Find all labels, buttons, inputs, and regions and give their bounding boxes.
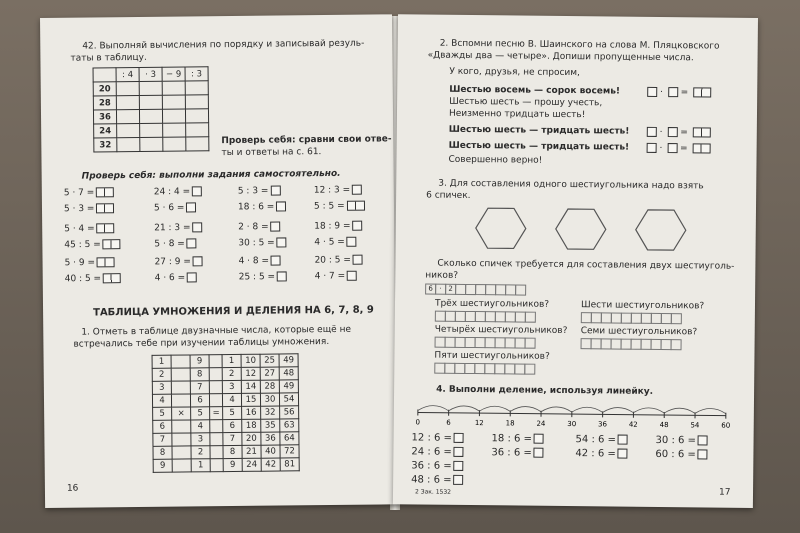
question-four: Четырёх шестиугольников? bbox=[434, 324, 568, 337]
table42-cell bbox=[139, 109, 162, 123]
page-number-left: 16 bbox=[66, 483, 79, 494]
answer-box[interactable] bbox=[192, 222, 202, 232]
exercise-3-text2: 6 спичек. bbox=[426, 190, 471, 201]
check-yourself-1b: ты и ответы на с. 61. bbox=[221, 147, 322, 159]
equation-text: 4 · 7 = bbox=[314, 271, 346, 282]
ruler-arc bbox=[664, 408, 695, 413]
equation-text: 5 · 4 = bbox=[64, 223, 95, 235]
mult-cell: × bbox=[172, 407, 191, 420]
mult-cell[interactable]: 18 bbox=[242, 419, 261, 432]
hexagon-1 bbox=[476, 208, 526, 249]
division-equation bbox=[576, 434, 628, 446]
equation-text: 4 · 6 = bbox=[154, 272, 186, 284]
equation-text: 5 · 8 = bbox=[154, 238, 185, 250]
song-text: Шестью шесть — прошу учесть, bbox=[449, 96, 603, 109]
equation-text: 12 : 3 = bbox=[313, 185, 351, 196]
answer-box[interactable] bbox=[96, 187, 114, 197]
ruler-arc bbox=[572, 407, 603, 412]
mult-cell[interactable]: 9 bbox=[223, 458, 242, 471]
song-line bbox=[449, 67, 580, 79]
mult-cell bbox=[209, 355, 222, 368]
mult-cell bbox=[172, 446, 191, 459]
table42-header: − 9 bbox=[162, 67, 185, 81]
equation-text: 2 · 8 = bbox=[238, 222, 269, 233]
page-number-right: 17 bbox=[718, 487, 731, 498]
equation bbox=[239, 255, 282, 267]
exercise-2-text: 2. Вспомни песню В. Шаинского на слова М. Пляцковского bbox=[439, 38, 720, 52]
answer-box[interactable] bbox=[698, 449, 708, 459]
mult-cell[interactable]: 10 bbox=[241, 354, 260, 367]
table42-row-label: 28 bbox=[93, 96, 116, 110]
table42-row-label: 20 bbox=[93, 82, 116, 96]
division-text: 42 : 6 = bbox=[575, 448, 616, 460]
mult-cell[interactable]: 56 bbox=[280, 406, 299, 419]
ruler-label: 36 bbox=[598, 420, 608, 429]
ruler-arc bbox=[541, 407, 572, 412]
ruler-label: 6 bbox=[446, 418, 451, 427]
mult-cell: 2 bbox=[152, 368, 171, 381]
answer-box[interactable] bbox=[618, 449, 628, 459]
answer-box[interactable] bbox=[270, 185, 280, 195]
mult-cell[interactable]: 81 bbox=[280, 458, 299, 471]
answer-box[interactable] bbox=[271, 255, 281, 265]
division-text: 18 : 6 = bbox=[491, 433, 533, 445]
equation bbox=[154, 222, 202, 234]
mult-cell: 7 bbox=[153, 433, 172, 446]
section-title: ТАБЛИЦА УМНОЖЕНИЯ И ДЕЛЕНИЯ НА 6, 7, 8, 9 bbox=[93, 304, 374, 319]
answer-box[interactable] bbox=[534, 434, 544, 444]
ruler-label: 60 bbox=[721, 421, 731, 430]
song-text: У кого, друзья, не спросим, bbox=[449, 66, 580, 79]
answer-box[interactable] bbox=[271, 221, 281, 231]
equation-text: 18 : 6 = bbox=[237, 202, 275, 213]
answer-cells-seven bbox=[581, 338, 681, 348]
mult-cell: 4 bbox=[191, 420, 210, 433]
mult-cell bbox=[171, 381, 190, 394]
mult-cell[interactable]: 40 bbox=[261, 445, 280, 458]
equation-text: 24 : 4 = bbox=[153, 186, 191, 198]
answer-box[interactable] bbox=[352, 221, 362, 231]
equation-text: 4 · 5 = bbox=[314, 237, 345, 248]
mult-cell[interactable]: 14 bbox=[241, 380, 260, 393]
song-text: Неизменно тридцать шесть! bbox=[448, 108, 586, 121]
answer-box[interactable] bbox=[454, 433, 464, 443]
answer-box[interactable] bbox=[97, 223, 115, 233]
table42-cell bbox=[139, 81, 162, 95]
mult-cell bbox=[209, 394, 222, 407]
division-equation bbox=[411, 474, 463, 486]
equation-text: 5 · 3 = bbox=[63, 203, 95, 215]
right-page bbox=[393, 14, 758, 508]
mult-cell bbox=[171, 368, 190, 381]
equation bbox=[154, 186, 202, 198]
equation bbox=[65, 273, 121, 285]
answer-box[interactable] bbox=[453, 475, 463, 485]
answer-box[interactable] bbox=[187, 272, 197, 282]
equation bbox=[314, 255, 362, 267]
division-text: 30 : 6 = bbox=[655, 434, 697, 447]
answer-box[interactable] bbox=[347, 237, 357, 247]
answer-cell: 2 bbox=[445, 284, 456, 295]
division-equation bbox=[492, 433, 544, 445]
ruler-label: 24 bbox=[536, 419, 546, 428]
equation bbox=[154, 202, 197, 214]
answer-box[interactable] bbox=[454, 447, 464, 457]
mult-cell: 1 bbox=[152, 355, 171, 368]
mult-cell[interactable]: 7 bbox=[223, 432, 242, 445]
equation bbox=[154, 238, 197, 250]
equation-text: 20 : 5 = bbox=[314, 255, 351, 266]
answer-box[interactable] bbox=[186, 202, 196, 212]
equation bbox=[64, 239, 120, 251]
answer-cells-three bbox=[435, 311, 535, 321]
equation-text: 5 · 6 = bbox=[153, 202, 185, 214]
mult-cell[interactable]: 48 bbox=[279, 367, 298, 380]
question-five: Пяти шестиугольников? bbox=[434, 350, 550, 362]
equation bbox=[238, 221, 281, 233]
answer-box[interactable] bbox=[276, 201, 286, 211]
mult-cell[interactable]: 63 bbox=[280, 419, 299, 432]
mult-cell: 5 bbox=[191, 407, 210, 420]
mult-cell bbox=[171, 394, 190, 407]
answer-cell: 6 bbox=[425, 284, 436, 295]
division-text: 60 : 6 = bbox=[655, 448, 696, 461]
table42-cell bbox=[116, 109, 139, 123]
mult-cell: 8 bbox=[190, 368, 209, 381]
table42-cell bbox=[116, 81, 139, 95]
answer-cells-six bbox=[581, 312, 681, 322]
table42-cell bbox=[139, 95, 162, 109]
answer-box[interactable] bbox=[353, 255, 363, 265]
ruler-label: 30 bbox=[567, 420, 577, 429]
answer-box[interactable] bbox=[352, 185, 362, 195]
equation bbox=[314, 221, 362, 233]
ruler-arc bbox=[633, 408, 664, 413]
song-text: Шестью восемь — сорок восемь! bbox=[449, 84, 621, 97]
answer-box[interactable] bbox=[698, 435, 708, 445]
exercise-42-text: 42. Выполняй вычисления по порядку и записывай резуль- bbox=[82, 38, 365, 52]
mult-cell[interactable]: 3 bbox=[222, 380, 241, 393]
song-line bbox=[449, 97, 602, 110]
mult-cell: = bbox=[210, 407, 223, 420]
equation-text: 45 : 5 = bbox=[64, 239, 101, 251]
song-line bbox=[448, 155, 542, 167]
mult-cell[interactable]: 24 bbox=[242, 458, 261, 471]
ruler-label: 0 bbox=[415, 418, 421, 427]
mult-cell: 7 bbox=[190, 381, 209, 394]
mult-cell[interactable]: 1 bbox=[222, 354, 241, 367]
equation-text: 5 : 3 = bbox=[237, 186, 269, 197]
table42-cell bbox=[162, 109, 185, 123]
song-text: Совершенно верно! bbox=[448, 154, 543, 166]
division-equation bbox=[412, 432, 464, 444]
equation bbox=[64, 223, 115, 235]
mult-cell: 9 bbox=[190, 355, 209, 368]
answer-cells-two bbox=[425, 284, 525, 294]
ruler-label: 18 bbox=[505, 419, 515, 428]
equation bbox=[238, 185, 281, 197]
ruler-label: 54 bbox=[690, 421, 700, 430]
mult-cell: 8 bbox=[153, 446, 172, 459]
song-line bbox=[449, 85, 620, 98]
question-two-hex-b: ников? bbox=[425, 270, 459, 281]
answer-box[interactable] bbox=[97, 257, 115, 267]
answer-box[interactable] bbox=[347, 201, 365, 211]
mult-cell[interactable]: 8 bbox=[223, 445, 242, 458]
mult-cell[interactable]: 25 bbox=[260, 354, 279, 367]
table42-cell bbox=[117, 123, 140, 137]
mult-cell[interactable]: 4 bbox=[222, 393, 241, 406]
answer-box[interactable] bbox=[534, 448, 544, 458]
table42-cell bbox=[140, 123, 163, 137]
answer-box[interactable] bbox=[277, 237, 287, 247]
mult-cell: 9 bbox=[153, 459, 172, 472]
mult-cell[interactable]: 49 bbox=[279, 354, 298, 367]
mult-cell[interactable]: 49 bbox=[279, 380, 298, 393]
exercise-42-text2: таты в таблицу. bbox=[70, 52, 147, 64]
equation-text: 21 : 3 = bbox=[154, 222, 191, 234]
equation-text: 25 : 5 = bbox=[238, 272, 276, 283]
mult-cell[interactable]: 2 bbox=[222, 367, 241, 380]
exercise-1-text: 1. Отметь в таблице двузначные числа, которые ещё не bbox=[81, 324, 352, 338]
equation-text: 4 · 8 = bbox=[238, 256, 270, 267]
answer-box[interactable] bbox=[277, 271, 287, 281]
mult-cell[interactable]: 12 bbox=[241, 367, 260, 380]
song-line bbox=[449, 141, 630, 154]
mult-cell bbox=[210, 446, 223, 459]
answer-box[interactable] bbox=[103, 239, 121, 249]
answer-box[interactable] bbox=[96, 203, 114, 213]
table42-header: : 4 bbox=[116, 67, 139, 81]
table42-cell bbox=[140, 137, 163, 151]
division-equation bbox=[411, 446, 463, 458]
mult-cell[interactable]: 30 bbox=[260, 393, 279, 406]
mult-cell[interactable]: 27 bbox=[260, 367, 279, 380]
table42-header: : 3 bbox=[185, 67, 208, 81]
table42-cell bbox=[185, 109, 208, 123]
equation-text: 5 · 9 = bbox=[64, 257, 96, 269]
song-line bbox=[449, 125, 630, 138]
table42-header bbox=[93, 68, 116, 82]
equation bbox=[238, 201, 286, 213]
answer-box[interactable] bbox=[347, 271, 357, 281]
table42-cell bbox=[185, 81, 208, 95]
ruler-arc bbox=[510, 406, 541, 411]
mult-cell: 6 bbox=[190, 394, 209, 407]
multiplication-table bbox=[152, 353, 300, 473]
mult-cell[interactable]: 28 bbox=[260, 380, 279, 393]
song-answer-boxes[interactable]: · = bbox=[645, 87, 711, 99]
answer-box[interactable] bbox=[103, 273, 121, 283]
equation-text: 27 : 9 = bbox=[154, 256, 191, 268]
table42-cell bbox=[162, 95, 185, 109]
mult-cell[interactable]: 5 bbox=[223, 406, 242, 419]
division-text: 24 : 6 = bbox=[411, 446, 452, 458]
mult-cell: 5 bbox=[153, 407, 172, 420]
equation bbox=[314, 237, 357, 249]
equation bbox=[238, 237, 286, 249]
song-answer-boxes[interactable]: · = bbox=[645, 127, 711, 139]
answer-box[interactable] bbox=[187, 238, 197, 248]
mult-cell bbox=[171, 355, 190, 368]
table42-cell bbox=[185, 95, 208, 109]
division-text: 36 : 6 = bbox=[491, 447, 532, 459]
ruler-label: 12 bbox=[474, 419, 484, 428]
mult-cell[interactable]: 20 bbox=[242, 432, 261, 445]
division-text: 12 : 6 = bbox=[411, 432, 453, 444]
ruler-arc bbox=[695, 408, 726, 413]
mult-cell[interactable]: 6 bbox=[223, 419, 242, 432]
check-yourself-1: Проверь себя: сравни свои отве- bbox=[221, 134, 392, 147]
ruler-arc bbox=[449, 406, 480, 411]
mult-cell[interactable]: 15 bbox=[241, 393, 260, 406]
division-text: 48 : 6 = bbox=[411, 474, 452, 486]
mult-cell[interactable]: 32 bbox=[261, 406, 280, 419]
equation-text: 30 : 5 = bbox=[238, 238, 275, 249]
footer-code: 2 Зак. 1532 bbox=[414, 488, 452, 496]
equation bbox=[155, 272, 198, 284]
table42-row-label: 36 bbox=[93, 110, 116, 124]
song-text: Шестью шесть — тридцать шесть! bbox=[448, 140, 630, 153]
equation bbox=[315, 271, 358, 283]
division-equation bbox=[656, 435, 708, 447]
table42-cell bbox=[117, 137, 140, 151]
question-seven: Семи шестиугольников? bbox=[580, 326, 698, 338]
equation bbox=[64, 203, 115, 215]
mult-cell: 1 bbox=[191, 459, 210, 472]
mult-cell bbox=[209, 381, 222, 394]
equation-text: 5 : 5 = bbox=[313, 201, 345, 212]
mult-cell bbox=[210, 459, 223, 472]
equation-text: 40 : 5 = bbox=[64, 273, 102, 285]
mult-cell bbox=[210, 433, 223, 446]
mult-cell bbox=[172, 459, 191, 472]
answer-box[interactable] bbox=[192, 186, 202, 196]
ruler-arc bbox=[479, 406, 510, 411]
mult-cell: 3 bbox=[191, 433, 210, 446]
equation bbox=[239, 271, 287, 283]
mult-cell: 3 bbox=[152, 381, 171, 394]
mult-cell[interactable]: 16 bbox=[242, 406, 261, 419]
equation bbox=[314, 201, 365, 213]
exercise-1-text2: встречались тебе при изучении таблицы умножения. bbox=[73, 336, 330, 350]
mult-cell[interactable]: 35 bbox=[261, 419, 280, 432]
mult-cell: 2 bbox=[191, 446, 210, 459]
hexagon-2 bbox=[556, 209, 606, 250]
check-yourself-2: Проверь себя: выполни задания самостоятельно. bbox=[81, 168, 341, 182]
hexagons-illustration bbox=[456, 203, 697, 256]
answer-cells-four bbox=[435, 337, 535, 347]
division-equation bbox=[575, 448, 627, 460]
ruler-label: 42 bbox=[628, 420, 638, 429]
table42-row-label: 24 bbox=[94, 124, 117, 138]
ruler-arc bbox=[603, 407, 634, 412]
equation bbox=[314, 185, 362, 197]
answer-box[interactable] bbox=[618, 435, 628, 445]
table42-cell bbox=[163, 137, 186, 151]
table42-cell bbox=[186, 137, 209, 151]
question-three: Трёх шестиугольников? bbox=[434, 298, 550, 310]
table42-cell bbox=[116, 95, 139, 109]
ruler-label: 48 bbox=[659, 420, 669, 430]
exercise-3-text: 3. Для составления одного шестиугольника надо взять bbox=[438, 178, 704, 192]
division-equation bbox=[411, 460, 463, 472]
mult-cell bbox=[209, 368, 222, 381]
ruler-arc bbox=[418, 405, 449, 410]
answer-box[interactable] bbox=[193, 256, 203, 266]
song-answer-boxes[interactable]: · = bbox=[645, 143, 711, 155]
exercise-2-text2: «Дважды два — четыре». Допиши пропущенные числа. bbox=[427, 50, 694, 64]
mult-cell[interactable]: 64 bbox=[280, 432, 299, 445]
question-six: Шести шестиугольников? bbox=[580, 300, 705, 312]
hexagon-3 bbox=[636, 210, 686, 251]
mult-cell bbox=[172, 433, 191, 446]
division-text: 36 : 6 = bbox=[411, 460, 452, 472]
mult-cell: 6 bbox=[153, 420, 172, 433]
division-equation bbox=[491, 447, 543, 459]
table42-header: · 3 bbox=[139, 67, 162, 81]
equation bbox=[155, 256, 203, 268]
answer-box[interactable] bbox=[454, 461, 464, 471]
mult-cell[interactable]: 54 bbox=[279, 393, 298, 406]
table42-row-label: 32 bbox=[94, 138, 117, 152]
division-text: 54 : 6 = bbox=[575, 434, 617, 446]
mult-cell[interactable]: 21 bbox=[242, 445, 261, 458]
table42-cell bbox=[186, 123, 209, 137]
mult-cell[interactable]: 72 bbox=[280, 445, 299, 458]
division-equation bbox=[655, 449, 707, 461]
answer-cell: · bbox=[435, 284, 446, 295]
song-text: Шестью шесть — тридцать шесть! bbox=[448, 124, 630, 137]
equation-text: 5 · 7 = bbox=[63, 187, 95, 199]
table42-cell bbox=[163, 123, 186, 137]
left-page bbox=[40, 14, 397, 508]
mult-cell bbox=[210, 420, 223, 433]
answer-cells-five bbox=[434, 363, 534, 373]
equation-text: 18 : 9 = bbox=[314, 221, 351, 232]
mult-cell[interactable]: 42 bbox=[261, 458, 280, 471]
number-ruler bbox=[408, 394, 738, 431]
song-line bbox=[449, 109, 585, 121]
equation bbox=[64, 187, 115, 199]
equation bbox=[65, 257, 116, 269]
mult-cell: 4 bbox=[152, 394, 171, 407]
exercise-4-text: 4. Выполни деление, используя линейку. bbox=[436, 384, 654, 397]
mult-cell[interactable]: 36 bbox=[261, 432, 280, 445]
table42-cell bbox=[162, 81, 185, 95]
question-two-hex: Сколько спичек требуется для составления двух шестиуголь- bbox=[437, 258, 735, 272]
exercise-42-table bbox=[93, 66, 210, 152]
mult-cell bbox=[172, 420, 191, 433]
